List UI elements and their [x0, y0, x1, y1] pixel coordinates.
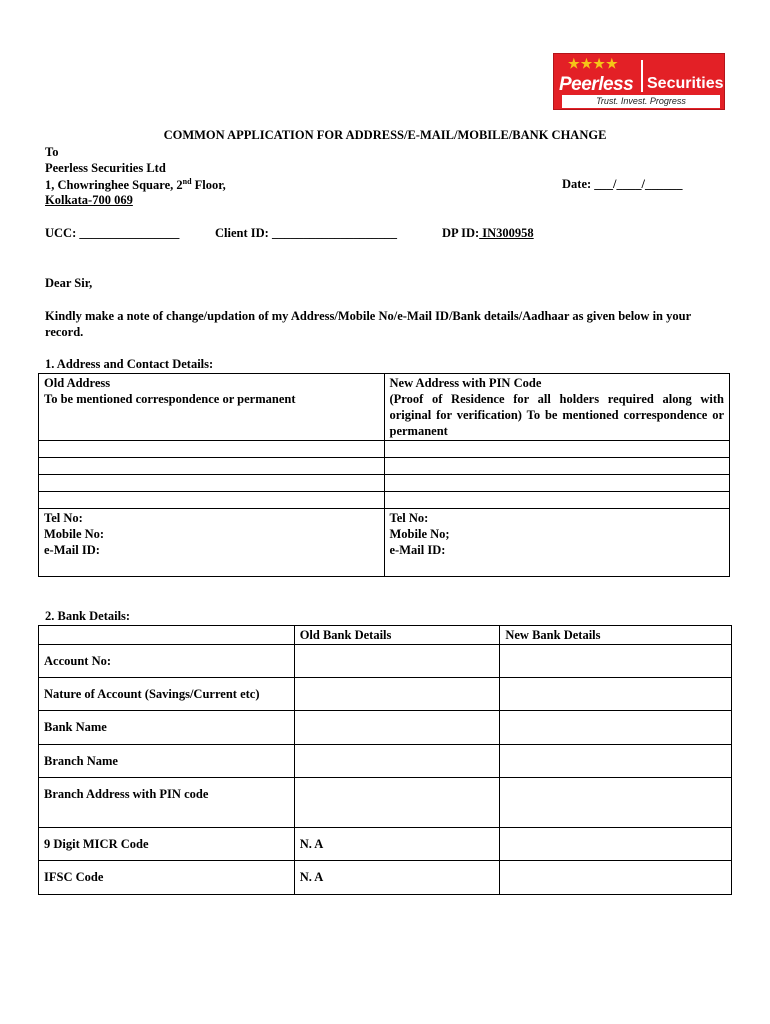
- company-logo: [553, 53, 725, 110]
- new-address-line[interactable]: [384, 458, 730, 475]
- new-address-line[interactable]: [384, 492, 730, 509]
- new-contact-cell[interactable]: [384, 509, 730, 577]
- bank-new-value[interactable]: [500, 828, 732, 861]
- old-bank-header: Old Bank Details: [294, 626, 500, 645]
- bank-header-blank: [39, 626, 295, 645]
- address-table: [38, 373, 730, 577]
- old-email-label: e-Mail ID:: [44, 543, 100, 557]
- bank-row-label: Account No:: [39, 645, 295, 678]
- addressee-to: To: [45, 145, 59, 159]
- new-address-line[interactable]: [384, 475, 730, 492]
- form-title: COMMON APPLICATION FOR ADDRESS/E-MAIL/MOBILE/BANK CHANGE: [163, 128, 607, 142]
- logo-tagline: Trust. Invest. Progress: [562, 95, 720, 108]
- bank-new-value[interactable]: [500, 861, 732, 895]
- new-bank-header: New Bank Details: [500, 626, 732, 645]
- bank-old-value[interactable]: [294, 645, 500, 678]
- logo-brand-left: Peerless: [559, 74, 634, 95]
- old-address-header: Old Address To be mentioned correspondence or permanent: [39, 374, 385, 441]
- bank-old-value[interactable]: N. A: [294, 861, 500, 895]
- bank-old-value[interactable]: [294, 778, 500, 828]
- old-contact-cell[interactable]: [39, 509, 385, 577]
- old-tel-label: Tel No:: [44, 511, 83, 525]
- bank-row-label: 9 Digit MICR Code: [39, 828, 295, 861]
- bank-row-label: IFSC Code: [39, 861, 295, 895]
- bank-old-value[interactable]: [294, 711, 500, 745]
- bank-old-value[interactable]: [294, 745, 500, 778]
- logo-separator: [641, 60, 643, 92]
- new-address-line[interactable]: [384, 441, 730, 458]
- old-address-line[interactable]: [39, 441, 385, 458]
- new-tel-label: Tel No:: [389, 511, 429, 525]
- dp-id-field: DP ID: IN300958: [442, 226, 534, 240]
- body-text: Kindly make a note of change/updation of my Address/Mobile No/e-Mail ID/Bank details/Aadhaar as given below in your record.: [45, 309, 691, 339]
- old-address-line[interactable]: [39, 475, 385, 492]
- section1-heading: 1. Address and Contact Details:: [45, 357, 214, 371]
- bank-new-value[interactable]: [500, 678, 732, 711]
- new-address-header: New Address with PIN Code (Proof of Residence for all holders required along with original for verification) To be mentioned correspondence or permanent: [384, 374, 730, 441]
- bank-row-label: Branch Name: [39, 745, 295, 778]
- logo-stars: ★★★★: [568, 56, 619, 71]
- bank-table: [38, 625, 732, 895]
- date-field[interactable]: Date: ___/____/______: [562, 177, 683, 191]
- bank-new-value[interactable]: [500, 711, 732, 745]
- bank-row-label: Bank Name: [39, 711, 295, 745]
- bank-new-value[interactable]: [500, 745, 732, 778]
- salutation: Dear Sir,: [45, 276, 93, 290]
- bank-new-value[interactable]: [500, 645, 732, 678]
- logo-brand-right: Securities: [647, 75, 724, 92]
- old-address-line[interactable]: [39, 492, 385, 509]
- addressee-city: Kolkata-700 069: [45, 193, 133, 207]
- bank-old-value[interactable]: [294, 678, 500, 711]
- bank-old-value[interactable]: N. A: [294, 828, 500, 861]
- addressee-street: 1, Chowringhee Square, 2nd Floor,: [45, 177, 226, 193]
- bank-new-value[interactable]: [500, 778, 732, 828]
- bank-row-label: Branch Address with PIN code: [39, 778, 295, 828]
- ucc-field[interactable]: UCC: ________________: [45, 226, 180, 240]
- new-email-label: e-Mail ID:: [389, 543, 446, 557]
- addressee-company: Peerless Securities Ltd: [45, 161, 166, 175]
- new-mobile-label: Mobile No;: [389, 527, 450, 541]
- client-id-field[interactable]: Client ID: ____________________: [215, 226, 397, 240]
- old-mobile-label: Mobile No:: [44, 527, 105, 541]
- bank-row-label: Nature of Account (Savings/Current etc): [39, 678, 295, 711]
- old-address-line[interactable]: [39, 458, 385, 475]
- section2-heading: 2. Bank Details:: [45, 609, 131, 623]
